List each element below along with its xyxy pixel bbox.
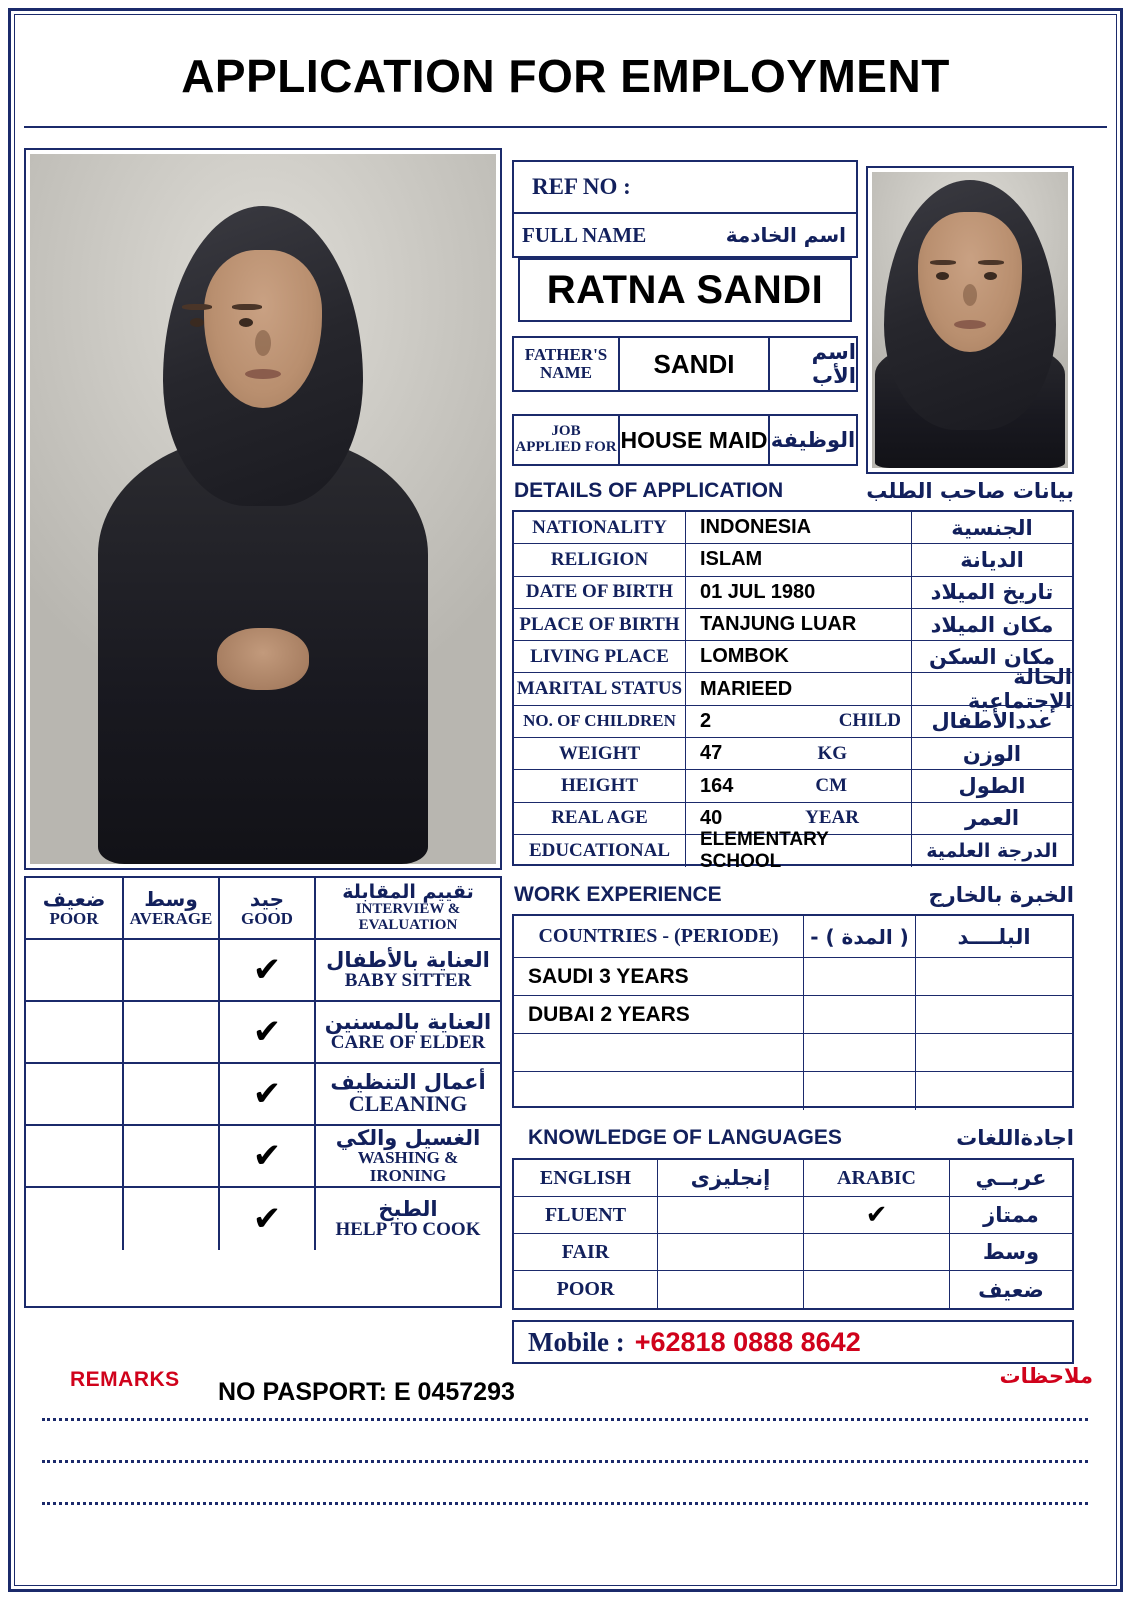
lang-english-checkbox[interactable] bbox=[658, 1197, 804, 1233]
detail-arabic-cell bbox=[912, 512, 1072, 543]
detail-arabic-cell bbox=[912, 609, 1072, 640]
passport-face-photo bbox=[866, 166, 1074, 474]
lang-level-ar: ضعيف bbox=[978, 1277, 1044, 1302]
detail-value: 40 bbox=[700, 806, 723, 829]
detail-value-cell bbox=[686, 706, 912, 737]
full-body-applicant-photo bbox=[24, 148, 502, 870]
fathers-name-value: SANDI bbox=[653, 348, 735, 379]
lang-head-english-ar-label: إنجليزى bbox=[690, 1166, 771, 1190]
eval-good-check: ✔ bbox=[252, 950, 282, 990]
lang-level-en: POOR bbox=[556, 1278, 615, 1300]
eval-head-good-ar: جيد bbox=[249, 887, 285, 912]
eval-task-en1: CARE OF ELDER bbox=[330, 1032, 486, 1054]
eval-head-task-en1: INTERVIEW & bbox=[355, 901, 461, 918]
table-header-row bbox=[514, 1160, 1072, 1197]
eval-good-check: ✔ bbox=[252, 1136, 282, 1176]
details-header-ar: بيانات صاحب الطلب bbox=[866, 479, 1074, 503]
detail-label-ar: الديانة bbox=[960, 547, 1024, 572]
full-body-photo-inner bbox=[30, 154, 496, 864]
table-row bbox=[514, 1234, 1072, 1271]
lang-english-checkbox[interactable] bbox=[658, 1234, 804, 1270]
detail-arabic-cell bbox=[912, 738, 1072, 769]
work-experience-table bbox=[512, 914, 1074, 1108]
detail-label-cell bbox=[514, 706, 686, 737]
detail-label-cell bbox=[514, 641, 686, 672]
detail-unit: CHILD bbox=[838, 710, 901, 732]
lang-level-label-ar bbox=[950, 1271, 1072, 1308]
detail-arabic-cell bbox=[912, 835, 1072, 867]
detail-label: NATIONALITY bbox=[532, 516, 667, 538]
detail-arabic-cell bbox=[912, 706, 1072, 737]
lang-arabic-check: ✔ bbox=[865, 1200, 888, 1230]
detail-label: MARITAL STATUS bbox=[516, 678, 683, 700]
job-applied-label-ar: الوظيفة bbox=[770, 428, 856, 452]
table-row bbox=[514, 1271, 1072, 1308]
lang-level-ar: وسط bbox=[982, 1240, 1040, 1264]
eval-task-ar: الطبخ bbox=[378, 1196, 438, 1221]
detail-value-cell bbox=[686, 577, 912, 608]
languages-header bbox=[528, 1122, 1074, 1154]
work-col-head-ar-label: البلــــد bbox=[957, 924, 1031, 949]
eval-head-poor-en: POOR bbox=[49, 908, 99, 928]
languages-table bbox=[512, 1158, 1074, 1310]
interview-evaluation-table bbox=[24, 876, 502, 1308]
eval-head-good bbox=[220, 878, 316, 938]
detail-label-cell bbox=[514, 770, 686, 801]
detail-label-ar: الحالة الإجتماعية bbox=[967, 665, 1072, 714]
eval-head-task-en2: EVALUATION bbox=[358, 916, 458, 933]
work-right-cell bbox=[916, 1034, 1072, 1071]
work-country-cell bbox=[514, 1034, 804, 1071]
detail-value: 01 JUL 1980 bbox=[700, 580, 816, 603]
lang-head-arabic-ar-label: عربــي bbox=[975, 1166, 1047, 1190]
eval-head-average-ar: وسط bbox=[144, 887, 198, 912]
eval-task-ar: أعمال التنظيف bbox=[330, 1070, 486, 1095]
lang-head-english bbox=[514, 1160, 658, 1196]
table-header-row bbox=[514, 916, 1072, 958]
work-col-head-mid-label: ( المدة ) - bbox=[810, 924, 909, 949]
detail-value-cell bbox=[686, 770, 912, 801]
lang-level-label bbox=[514, 1197, 658, 1233]
work-country-value: DUBAI 2 YEARS bbox=[528, 1002, 690, 1026]
table-row bbox=[26, 1064, 500, 1126]
detail-label: PLACE OF BIRTH bbox=[519, 613, 680, 635]
lang-head-english-label: ENGLISH bbox=[539, 1166, 632, 1189]
eval-task-en1: HELP TO COOK bbox=[335, 1219, 481, 1241]
table-row bbox=[514, 544, 1072, 576]
lang-head-arabic-label: ARABIC bbox=[837, 1166, 916, 1189]
eval-poor-checkbox[interactable] bbox=[26, 1064, 124, 1124]
eval-poor-checkbox[interactable] bbox=[26, 1188, 124, 1250]
work-mid-cell bbox=[804, 1034, 916, 1071]
eval-task-label bbox=[316, 1002, 500, 1062]
fathers-name-value-cell bbox=[620, 338, 770, 390]
eval-average-checkbox[interactable] bbox=[124, 940, 220, 1000]
work-country-cell bbox=[514, 996, 804, 1033]
detail-value-cell bbox=[686, 512, 912, 543]
languages-header-ar: اجادةاللغات bbox=[956, 1126, 1074, 1150]
detail-arabic-cell bbox=[912, 665, 1072, 714]
detail-value: ISLAM bbox=[700, 548, 763, 571]
detail-value: ELEMENTARY SCHOOL bbox=[700, 829, 829, 873]
work-country-cell bbox=[514, 1072, 804, 1110]
lang-level-en: FLUENT bbox=[544, 1203, 627, 1226]
page-title bbox=[24, 30, 1107, 122]
remarks-text: NO PASPORT: E 0457293 bbox=[218, 1378, 515, 1406]
detail-label-ar: الوزن bbox=[962, 741, 1022, 766]
job-applied-label-line1: JOB bbox=[551, 423, 581, 440]
eval-task-label bbox=[316, 1126, 500, 1186]
eval-task-en1: CLEANING bbox=[348, 1091, 468, 1117]
remarks-line-3 bbox=[42, 1502, 1088, 1505]
eval-head-poor-ar: ضعيف bbox=[42, 887, 106, 912]
eval-task-ar: الغسيل والكي bbox=[335, 1125, 481, 1150]
detail-label-cell bbox=[514, 577, 686, 608]
face-photo-inner bbox=[872, 172, 1068, 468]
detail-label: EDUCATIONAL bbox=[528, 840, 671, 862]
detail-arabic-cell bbox=[912, 544, 1072, 575]
lang-level-label-ar bbox=[950, 1197, 1072, 1233]
eval-good-checkbox[interactable] bbox=[220, 1064, 316, 1124]
mobile-label: Mobile : bbox=[528, 1326, 625, 1357]
work-col-head-en bbox=[514, 916, 804, 957]
remarks-label: REMARKS bbox=[70, 1368, 180, 1391]
table-row bbox=[514, 829, 1072, 873]
lang-level-en: FAIR bbox=[561, 1240, 610, 1263]
table-row bbox=[514, 577, 1072, 609]
eval-task-en1: WASHING & bbox=[357, 1148, 459, 1168]
table-row bbox=[514, 1072, 1072, 1110]
detail-value: 47 bbox=[700, 742, 723, 765]
lang-arabic-checkbox[interactable] bbox=[804, 1197, 950, 1233]
eval-head-task-ar: تقييم المقابلة bbox=[342, 881, 474, 904]
eval-head-average-en: AVERAGE bbox=[129, 908, 213, 928]
detail-label-ar: العمر bbox=[964, 806, 1020, 831]
full-name-label-en: FULL NAME bbox=[522, 222, 647, 247]
eval-task-en1: BABY SITTER bbox=[344, 970, 472, 992]
eval-head-good-en: GOOD bbox=[241, 908, 293, 928]
detail-unit: YEAR bbox=[805, 807, 859, 829]
job-applied-row bbox=[512, 414, 858, 466]
eval-average-checkbox[interactable] bbox=[124, 1002, 220, 1062]
lang-level-ar: ممتاز bbox=[983, 1203, 1039, 1227]
detail-label: HEIGHT bbox=[560, 775, 639, 797]
detail-arabic-cell bbox=[912, 577, 1072, 608]
table-header-row bbox=[26, 878, 500, 940]
eval-good-check: ✔ bbox=[252, 1074, 282, 1114]
table-row bbox=[514, 665, 1072, 714]
lang-english-checkbox[interactable] bbox=[658, 1271, 804, 1308]
eval-task-ar: العناية بالأطفال bbox=[326, 947, 490, 972]
work-col-head-ar bbox=[916, 916, 1072, 957]
detail-label-cell bbox=[514, 835, 686, 867]
eval-task-en2: IRONING bbox=[369, 1165, 447, 1185]
lang-level-label bbox=[514, 1234, 658, 1270]
fathers-name-label bbox=[514, 338, 620, 390]
languages-header-en: KNOWLEDGE OF LANGUAGES bbox=[528, 1126, 842, 1149]
title-divider bbox=[24, 126, 1107, 128]
eval-task-label bbox=[316, 1188, 500, 1250]
eval-poor-checkbox[interactable] bbox=[26, 1126, 124, 1186]
full-name-label-ar: اسم الخادمة bbox=[725, 223, 846, 247]
work-country-value: SAUDI 3 YEARS bbox=[528, 964, 689, 988]
detail-value-cell bbox=[686, 673, 912, 704]
fathers-name-arabic-cell bbox=[770, 338, 856, 390]
detail-value-cell bbox=[686, 738, 912, 769]
portrait-graphic bbox=[30, 154, 496, 864]
work-experience-header-en: WORK EXPERIENCE bbox=[514, 883, 722, 906]
detail-value-cell bbox=[686, 609, 912, 640]
lang-head-arabic-ar bbox=[950, 1160, 1072, 1196]
eval-average-checkbox[interactable] bbox=[124, 1126, 220, 1186]
table-row bbox=[26, 1126, 500, 1188]
work-col-head-label: COUNTRIES - (PERIODE) bbox=[538, 925, 779, 947]
work-mid-cell bbox=[804, 996, 916, 1033]
detail-label-cell bbox=[514, 803, 686, 834]
eval-good-check: ✔ bbox=[252, 1199, 282, 1239]
table-row bbox=[26, 940, 500, 1002]
detail-label-ar: عددالأطفال bbox=[931, 709, 1053, 734]
remarks-label-ar: ملاحظات bbox=[999, 1364, 1093, 1388]
job-applied-label bbox=[514, 416, 620, 464]
detail-value: MARIEED bbox=[700, 677, 793, 700]
detail-label: WEIGHT bbox=[558, 742, 641, 764]
table-row bbox=[514, 958, 1072, 996]
detail-value-cell bbox=[686, 544, 912, 575]
full-name-label-row bbox=[512, 214, 858, 258]
detail-label: LIVING PLACE bbox=[530, 645, 669, 667]
job-applied-arabic-cell bbox=[770, 416, 856, 464]
table-row bbox=[26, 1002, 500, 1064]
table-row bbox=[514, 1197, 1072, 1234]
eval-task-label bbox=[316, 1064, 500, 1124]
work-right-cell bbox=[916, 996, 1072, 1033]
job-applied-value-cell bbox=[620, 416, 770, 464]
detail-label-ar: الجنسية bbox=[951, 515, 1033, 540]
eval-average-checkbox[interactable] bbox=[124, 1064, 220, 1124]
table-row bbox=[514, 738, 1072, 770]
fathers-name-label-line2: NAME bbox=[540, 363, 592, 382]
fathers-name-row bbox=[512, 336, 858, 392]
detail-value: LOMBOK bbox=[700, 645, 789, 668]
table-row bbox=[514, 706, 1072, 738]
work-country-cell bbox=[514, 958, 804, 995]
detail-value: TANJUNG LUAR bbox=[700, 613, 857, 636]
eval-task-ar: العناية بالمسنين bbox=[324, 1009, 492, 1034]
lang-head-arabic bbox=[804, 1160, 950, 1196]
face-portrait-graphic bbox=[872, 172, 1068, 468]
page-title-text: APPLICATION FOR EMPLOYMENT bbox=[181, 50, 950, 102]
mobile-contact-box bbox=[512, 1320, 1074, 1364]
work-mid-cell bbox=[804, 958, 916, 995]
work-right-cell bbox=[916, 1072, 1072, 1110]
lang-head-english-ar bbox=[658, 1160, 804, 1196]
detail-label-cell bbox=[514, 673, 686, 704]
eval-poor-checkbox[interactable] bbox=[26, 1002, 124, 1062]
table-row bbox=[514, 609, 1072, 641]
detail-label-cell bbox=[514, 609, 686, 640]
eval-head-poor bbox=[26, 878, 124, 938]
table-row bbox=[514, 770, 1072, 802]
eval-good-checkbox[interactable] bbox=[220, 1002, 316, 1062]
detail-unit: CM bbox=[815, 775, 847, 797]
work-mid-cell bbox=[804, 1072, 916, 1110]
job-applied-label-line2: APPLIED FOR bbox=[515, 439, 617, 455]
job-applied-value: HOUSE MAID bbox=[620, 426, 768, 453]
detail-label-ar: مكان السكن bbox=[929, 644, 1055, 669]
work-col-head-mid bbox=[804, 916, 916, 957]
eval-head-average bbox=[124, 878, 220, 938]
fathers-name-label-ar: اسم الأب bbox=[811, 340, 856, 388]
work-experience-header-ar: الخبرة بالخارج bbox=[928, 883, 1074, 907]
eval-average-checkbox[interactable] bbox=[124, 1188, 220, 1250]
detail-unit: KG bbox=[817, 742, 847, 764]
ref-no-label: REF NO : bbox=[532, 174, 631, 199]
fathers-name-label-line1: FATHER'S bbox=[524, 345, 608, 365]
ref-no-row bbox=[512, 160, 858, 214]
details-table bbox=[512, 510, 1074, 873]
detail-label-cell bbox=[514, 512, 686, 543]
work-right-cell bbox=[916, 958, 1072, 995]
detail-label-ar: الدرجة العلمية bbox=[926, 840, 1058, 863]
detail-value: 164 bbox=[700, 774, 734, 797]
detail-label: DATE OF BIRTH bbox=[525, 581, 674, 603]
eval-good-check: ✔ bbox=[252, 1012, 282, 1052]
detail-label-ar: تاريخ الميلاد bbox=[930, 580, 1054, 605]
table-row bbox=[514, 1034, 1072, 1072]
mobile-number[interactable]: +62818 0888 8642 bbox=[634, 1326, 861, 1357]
detail-value: INDONESIA bbox=[700, 516, 812, 539]
lang-level-label bbox=[514, 1271, 658, 1308]
remarks-line-2 bbox=[42, 1460, 1088, 1463]
work-experience-header bbox=[514, 878, 1074, 912]
lang-arabic-checkbox[interactable] bbox=[804, 1234, 950, 1270]
detail-label: NO. OF CHILDREN bbox=[523, 711, 676, 731]
detail-value-cell bbox=[686, 829, 912, 873]
eval-good-checkbox[interactable] bbox=[220, 940, 316, 1000]
detail-label-cell bbox=[514, 738, 686, 769]
detail-label-cell bbox=[514, 544, 686, 575]
table-row bbox=[514, 512, 1072, 544]
eval-poor-checkbox[interactable] bbox=[26, 940, 124, 1000]
details-header-en: DETAILS OF APPLICATION bbox=[514, 479, 784, 502]
detail-label: RELIGION bbox=[550, 548, 649, 570]
lang-arabic-checkbox[interactable] bbox=[804, 1271, 950, 1308]
remarks-line-1 bbox=[42, 1418, 1088, 1421]
eval-head-task bbox=[316, 878, 500, 938]
eval-task-label bbox=[316, 940, 500, 1000]
detail-arabic-cell bbox=[912, 770, 1072, 801]
detail-label: REAL AGE bbox=[551, 807, 648, 829]
table-row bbox=[26, 1188, 500, 1250]
detail-value: 2 bbox=[700, 709, 712, 732]
eval-good-checkbox[interactable] bbox=[220, 1188, 316, 1250]
detail-arabic-cell bbox=[912, 803, 1072, 834]
eval-good-checkbox[interactable] bbox=[220, 1126, 316, 1186]
detail-label-ar: الطول bbox=[958, 774, 1026, 799]
detail-value-cell bbox=[686, 641, 912, 672]
full-name-value-box bbox=[518, 258, 852, 322]
full-name-value: RATNA SANDI bbox=[546, 267, 824, 312]
detail-label-ar: مكان الميلاد bbox=[930, 612, 1054, 637]
lang-level-label-ar bbox=[950, 1234, 1072, 1270]
table-row bbox=[514, 996, 1072, 1034]
details-section-header bbox=[514, 474, 1074, 508]
